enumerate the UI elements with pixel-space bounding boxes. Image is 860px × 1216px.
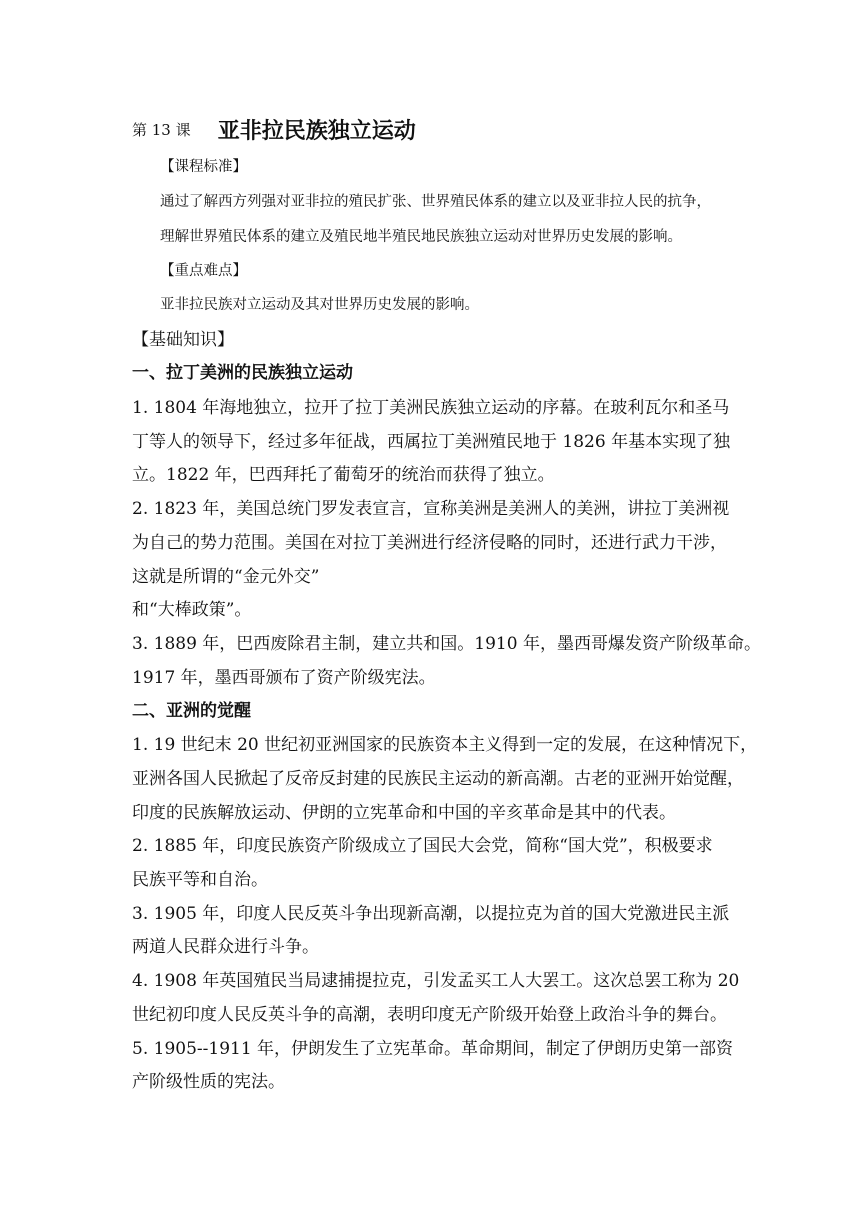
difficulty-line: 亚非拉民族对立运动及其对世界历史发展的影响。 — [160, 297, 479, 313]
section-heading: 二、亚洲的觉醒 — [132, 701, 251, 721]
paragraph-line: 为自己的势力范围。美国在对拉丁美洲进行经济侵略的同时，还进行武力干涉， — [132, 533, 727, 553]
paragraph-line: 2. 1885 年，印度民族资产阶级成立了国民大会党，简称“国大党”，积极要求 — [132, 836, 713, 856]
difficulty-label: 【重点难点】 — [160, 263, 247, 279]
paragraph-line: 立。1822 年，巴西拜托了葡萄牙的统治而获得了独立。 — [132, 465, 555, 485]
paragraph-line: 2. 1823 年，美国总统门罗发表宣言，宣称美洲是美洲人的美洲，讲拉丁美洲视 — [132, 499, 730, 519]
paragraph-line: 世纪初印度人民反英斗争的高潮，表明印度无产阶级开始登上政治斗争的舞台。 — [132, 1005, 727, 1025]
paragraph-line: 亚洲各国人民掀起了反帝反封建的民族民主运动的新高潮。古老的亚洲开始觉醒， — [132, 769, 744, 789]
paragraph-line: 3. 1889 年，巴西废除君主制，建立共和国。1910 年，墨西哥爆发资产阶级革命。 — [132, 634, 761, 654]
basics-label: 【基础知识】 — [132, 330, 234, 350]
lesson-title-line — [132, 114, 416, 145]
paragraph-line: 民族平等和自治。 — [132, 870, 268, 890]
paragraph-line: 这就是所谓的“金元外交” — [132, 567, 320, 587]
paragraph-line: 5. 1905--1911 年，伊朗发生了立宪革命。革命期间，制定了伊朗历史第一部资 — [132, 1039, 734, 1059]
standard-label: 【课程标准】 — [160, 159, 247, 175]
paragraph-line: 产阶级性质的宪法。 — [132, 1072, 285, 1092]
paragraph-line: 两道人民群众进行斗争。 — [132, 937, 319, 957]
standard-line: 通过了解西方列强对亚非拉的殖民扩张、世界殖民体系的建立以及亚非拉人民的抗争， — [160, 194, 711, 210]
paragraph-line: 和“大棒政策”。 — [132, 600, 252, 620]
paragraph-line: 1917 年，墨西哥颁布了资产阶级宪法。 — [132, 668, 436, 688]
lesson-number: 第 13 课 — [132, 121, 191, 139]
lesson-title: 亚非拉民族独立运动 — [217, 119, 416, 144]
paragraph-line: 3. 1905 年，印度人民反英斗争出现新高潮，以提拉克为首的国大党激进民主派 — [132, 904, 730, 924]
paragraph-line: 1. 1804 年海地独立，拉开了拉丁美洲民族独立运动的序幕。在玻利瓦尔和圣马 — [132, 398, 730, 418]
standard-line: 理解世界殖民体系的建立及殖民地半殖民地民族独立运动对世界历史发展的影响。 — [160, 229, 682, 245]
paragraph-line: 印度的民族解放运动、伊朗的立宪革命和中国的辛亥革命是其中的代表。 — [132, 803, 676, 823]
section-heading: 一、拉丁美洲的民族独立运动 — [132, 363, 353, 383]
paragraph-line: 4. 1908 年英国殖民当局逮捕提拉克，引发孟买工人大罢工。这次总罢工称为 20 — [132, 971, 740, 991]
paragraph-line: 丁等人的领导下，经过多年征战，西属拉丁美洲殖民地于 1826 年基本实现了独 — [132, 432, 731, 452]
paragraph-line: 1. 19 世纪末 20 世纪初亚洲国家的民族资本主义得到一定的发展，在这种情况下， — [132, 735, 758, 755]
